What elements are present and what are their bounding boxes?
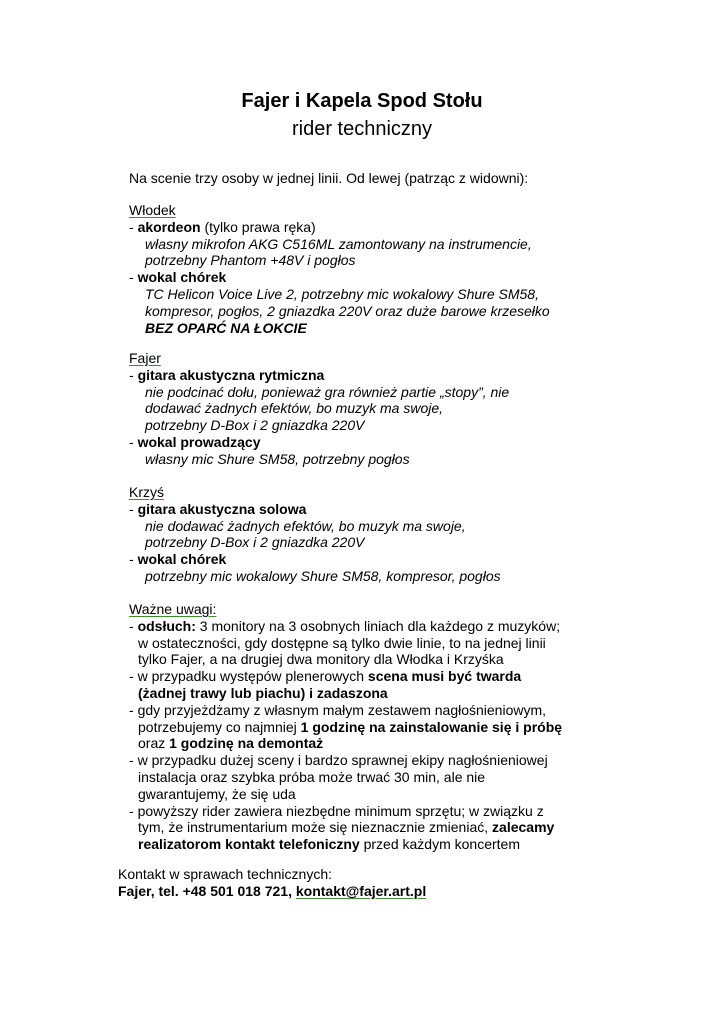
item-warning: BEZ OPARĆ NA ŁOKCIE [145,319,307,336]
contact-line [118,883,588,900]
note-text: oraz [138,735,170,752]
note-line [129,836,599,853]
note-text: 3 monitory na 3 osobnych liniach dla każdego z muzyków; [195,617,561,634]
item-description: nie dodawać żadnych efektów, bo muzyk ma swoje, [145,517,466,534]
section-header-fajer: Fajer [129,350,161,366]
item-description: potrzebny D-Box i 2 gniazdka 220V [145,417,365,434]
contact-phone: Fajer, tel. +48 501 018 721, [118,882,296,899]
contact-email-link[interactable]: kontakt@fajer.art.pl [295,882,427,899]
item-description: nie podcinać dołu, ponieważ gra również partie „stopy”, nie [145,383,510,400]
item-label: wokal chórek [137,551,227,568]
page-subtitle: rider techniczny [291,118,433,140]
list-item: - wokal chórek [129,269,227,286]
note-text: powyższy rider zawiera niezbędne minimum sprzętu; w związku z [137,802,544,819]
section-contact [118,866,588,900]
section-fajer [129,350,599,468]
item-label: wokal chórek [137,269,227,286]
section-header-notes: Ważne uwagi: [129,601,217,617]
item-label: akordeon [137,218,201,235]
note-bold: 1 godzinę na demontaż [169,735,324,752]
item-description: TC Helicon Voice Live 2, potrzebny mic wokalowy Shure SM58, [145,285,539,302]
item-description: własny mikrofon AKG C516ML zamontowany na instrumencie, [145,235,532,252]
note-bold: realizatorom kontakt telefoniczny [138,836,360,853]
note-bold: odsłuch: [137,617,196,634]
note-line [129,735,599,752]
note-item: - gdy przyjeżdżamy z własnym małym zestawem nagłośnieniowym, [129,701,547,718]
intro-text: Na scenie trzy osoby w jednej linii. Od lewej (patrząc z widowni): [129,170,529,186]
page-title: Fajer i Kapela Spod Stołu [241,90,483,112]
note-text: instalacja oraz szybka próba może trwać 30 min, ale nie [138,768,486,785]
note-text: tym, że instrumentarium może się nieznacznie zmieniać, [138,819,493,836]
item-description: dodawać żadnych efektów, bo muzyk ma swoje, [145,400,444,417]
note-text: potrzebujemy co najmniej [138,718,301,735]
note-text: w przypadku występów plenerowych [137,668,368,685]
section-header-krzys: Krzyś [129,484,164,500]
list-item: - wokal chórek [129,551,227,568]
item-description: własny mic Shure SM58, potrzebny pogłos [145,450,410,467]
note-item: - w przypadku występów plenerowych scena musi być twarda [129,668,522,685]
note-line [129,719,599,736]
list-item: - gitara akustyczna rytmiczna [129,366,325,383]
item-description: potrzebny mic wokalowy Shure SM58, kompresor, pogłos [145,567,501,584]
contact-label: Kontakt w sprawach technicznych: [118,866,332,882]
item-label: wokal prowadzący [137,433,261,450]
list-item: - gitara akustyczna solowa [129,500,307,517]
note-bold: scena musi być twarda [367,668,522,685]
note-bold: zalecamy [492,819,555,836]
note-text: gdy przyjeżdżamy z własnym małym zestawem nagłośnieniowym, [137,701,547,718]
note-bold: 1 godzinę na zainstalowanie się i próbę [300,718,563,735]
note-text: w przypadku dużej sceny i bardzo sprawnej ekipy nagłośnieniowej [137,752,548,769]
item-description: kompresor, pogłos, 2 gniazdka 220V oraz duże barowe krzesełko [145,302,550,319]
note-text: w ostateczności, gdy dostępne są tylko dwie linie, to na jednej linii [138,634,546,651]
note-bold: (żadnej trawy lub piachu) i zadaszona [138,684,388,701]
section-header-wlodek: Włodek [129,202,176,218]
list-item: - akordeon (tylko prawa ręka) [129,218,316,235]
note-text: tylko Fajer, a na drugiej dwa monitory dla Włodka i Krzyśka [138,651,504,668]
note-line [129,819,599,836]
section-krzys [129,484,599,585]
item-description: potrzebny Phantom +48V i pogłos [145,252,356,269]
section-notes [129,601,599,853]
item-label: gitara akustyczna solowa [137,500,307,517]
note-text: gwarantujemy, że się uda [138,785,296,802]
note-item: - powyższy rider zawiera niezbędne minimum sprzętu; w związku z [129,802,544,819]
intro-paragraph [129,170,599,187]
note-item: - odsłuch: 3 monitory na 3 osobnych liniach dla każdego z muzyków; [129,617,561,634]
list-item: - wokal prowadzący [129,433,261,450]
section-wlodek [129,202,599,336]
item-rest: (tylko prawa ręka) [200,218,316,235]
note-item: - w przypadku dużej sceny i bardzo sprawnej ekipy nagłośnieniowej [129,752,548,769]
item-description: potrzebny D-Box i 2 gniazdka 220V [145,534,365,551]
item-label: gitara akustyczna rytmiczna [137,366,325,383]
note-text: przed każdym koncertem [359,836,521,853]
